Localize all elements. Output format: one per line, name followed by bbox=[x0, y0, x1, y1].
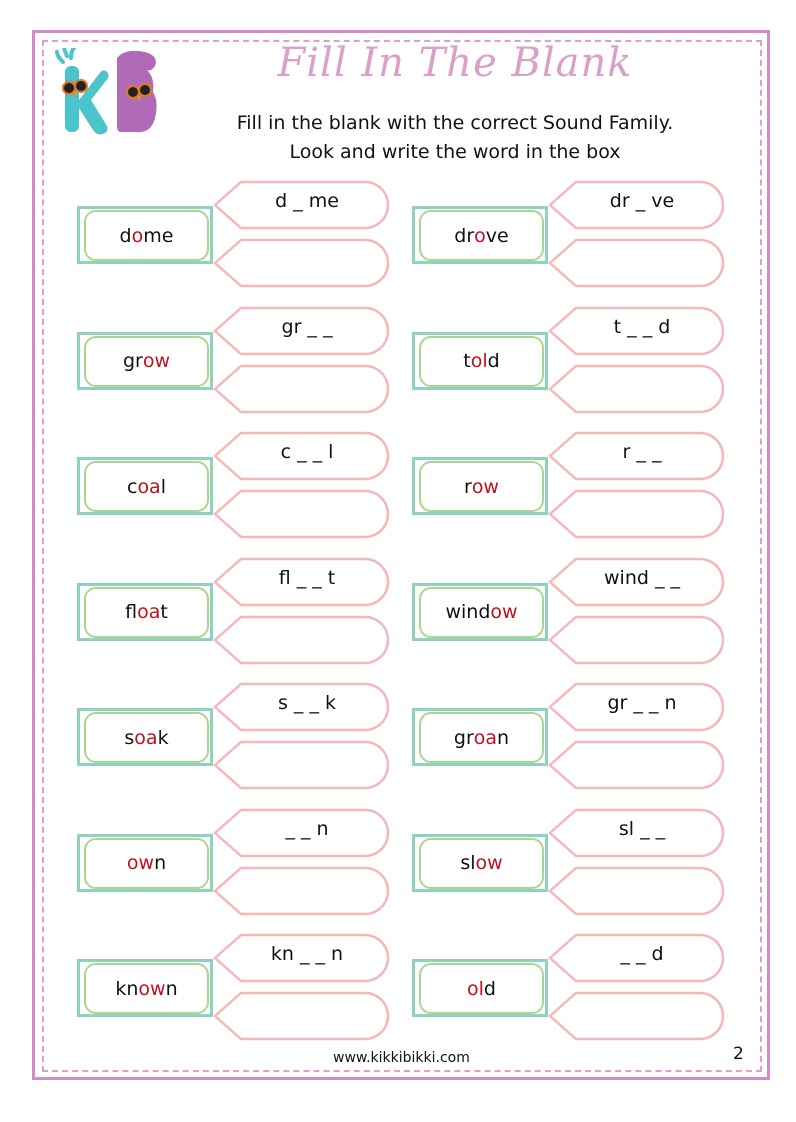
answer-box[interactable] bbox=[548, 238, 726, 288]
tag-shape-icon bbox=[213, 866, 391, 916]
tag-shape-icon bbox=[548, 238, 726, 288]
word-prefix: c bbox=[126, 475, 138, 498]
word-label bbox=[419, 210, 544, 261]
exercise-item bbox=[77, 808, 397, 920]
blank-pattern-text: _ _ d bbox=[620, 943, 664, 965]
sound-family-highlight: oa bbox=[137, 475, 161, 498]
sound-family-highlight: ow bbox=[142, 350, 171, 372]
word-label bbox=[84, 963, 209, 1014]
blank-pattern-tag bbox=[548, 306, 726, 356]
word-suffix: d bbox=[487, 350, 500, 372]
word-card bbox=[412, 457, 548, 515]
word-card bbox=[412, 332, 548, 390]
answer-box[interactable] bbox=[213, 740, 391, 790]
tag-shape-icon bbox=[213, 364, 391, 414]
word-label bbox=[419, 838, 544, 889]
blank-pattern-tag bbox=[548, 431, 726, 481]
sound-family-highlight: ow bbox=[471, 475, 499, 498]
blank-pattern-text: sl _ _ bbox=[618, 817, 666, 840]
blank-pattern-tag bbox=[213, 557, 391, 607]
answer-box[interactable] bbox=[548, 740, 726, 790]
answer-box[interactable] bbox=[548, 615, 726, 665]
tag-shape-icon bbox=[213, 740, 391, 790]
sound-family-highlight: o bbox=[131, 224, 144, 247]
exercise-item bbox=[412, 933, 732, 1045]
sound-family-highlight: ow bbox=[126, 852, 155, 874]
tag-shape-icon bbox=[548, 489, 726, 539]
word-label bbox=[419, 461, 544, 512]
blank-pattern-text: d _ me bbox=[275, 190, 339, 212]
exercise-item bbox=[77, 933, 397, 1045]
blank-pattern-tag bbox=[548, 180, 726, 230]
word-card bbox=[77, 959, 213, 1017]
instruction-line-1: Fill in the blank with the correct Sound Family. bbox=[236, 112, 674, 134]
exercise-item bbox=[412, 808, 732, 920]
word-label bbox=[419, 587, 544, 638]
answer-box[interactable] bbox=[548, 991, 726, 1041]
footer-website-link[interactable]: www.kikkibikki.com bbox=[333, 1050, 470, 1066]
answer-box[interactable] bbox=[213, 991, 391, 1041]
kb-logo-icon bbox=[55, 48, 165, 138]
word-prefix: kn bbox=[115, 977, 139, 1000]
blank-pattern-text: r _ _ bbox=[622, 441, 662, 463]
instruction-line-2: Look and write the word in the box bbox=[289, 141, 621, 163]
blank-pattern-tag bbox=[548, 933, 726, 983]
tag-shape-icon bbox=[213, 991, 391, 1041]
word-label bbox=[84, 838, 209, 889]
word-prefix: gr bbox=[122, 350, 143, 372]
sound-family-highlight: oa bbox=[473, 726, 498, 749]
sound-family-highlight: ow bbox=[138, 977, 166, 1000]
exercise-item bbox=[412, 306, 732, 418]
page-number: 2 bbox=[733, 1044, 744, 1064]
blank-pattern-tag bbox=[213, 808, 391, 858]
blank-pattern-text: wind _ _ bbox=[604, 566, 680, 589]
word-card bbox=[77, 457, 213, 515]
blank-pattern-text: gr _ _ bbox=[281, 315, 333, 338]
exercise-item bbox=[412, 557, 732, 669]
blank-pattern-text: fl _ _ t bbox=[278, 566, 336, 589]
answer-box[interactable] bbox=[213, 866, 391, 916]
word-prefix: wind bbox=[445, 601, 491, 623]
tag-shape-icon bbox=[548, 866, 726, 916]
exercise-item bbox=[412, 180, 732, 292]
tag-shape-icon bbox=[213, 238, 391, 288]
word-label bbox=[419, 336, 544, 387]
sound-family-highlight: ow bbox=[475, 852, 503, 874]
tag-shape-icon bbox=[548, 364, 726, 414]
word-suffix: ve bbox=[485, 224, 509, 247]
word-label bbox=[84, 712, 209, 763]
blank-pattern-tag bbox=[213, 306, 391, 356]
word-prefix: fl bbox=[125, 601, 138, 623]
blank-pattern-tag bbox=[548, 682, 726, 732]
blank-pattern-tag bbox=[213, 682, 391, 732]
answer-box[interactable] bbox=[548, 364, 726, 414]
exercise-item bbox=[77, 557, 397, 669]
word-card bbox=[77, 834, 213, 892]
answer-box[interactable] bbox=[213, 489, 391, 539]
word-card bbox=[412, 583, 548, 641]
page-title: Fill In The Blank bbox=[277, 40, 633, 86]
word-card bbox=[412, 708, 548, 766]
word-suffix: n bbox=[497, 726, 510, 749]
sound-family-highlight: ol bbox=[470, 350, 488, 372]
exercise-item bbox=[412, 682, 732, 794]
answer-box[interactable] bbox=[213, 364, 391, 414]
answer-box[interactable] bbox=[213, 615, 391, 665]
exercise-item bbox=[77, 306, 397, 418]
word-suffix: n bbox=[154, 852, 167, 874]
blank-pattern-text: kn _ _ n bbox=[270, 943, 344, 965]
word-prefix: t bbox=[463, 350, 471, 372]
blank-pattern-text: _ _ n bbox=[285, 817, 329, 840]
sound-family-highlight: o bbox=[474, 224, 486, 247]
word-prefix: gr bbox=[453, 726, 474, 749]
blank-pattern-text: t _ _ d bbox=[613, 315, 671, 338]
word-prefix: sl bbox=[460, 852, 476, 874]
blank-pattern-tag bbox=[213, 180, 391, 230]
word-suffix: k bbox=[157, 726, 169, 749]
sound-family-highlight: ow bbox=[490, 601, 518, 623]
tag-shape-icon bbox=[548, 740, 726, 790]
blank-pattern-tag bbox=[213, 431, 391, 481]
word-prefix: s bbox=[124, 726, 135, 749]
word-label bbox=[84, 336, 209, 387]
word-card bbox=[77, 206, 213, 264]
word-suffix: n bbox=[165, 977, 178, 1000]
word-label bbox=[84, 461, 209, 512]
blank-pattern-text: dr _ ve bbox=[609, 190, 675, 212]
word-prefix: dr bbox=[454, 224, 475, 247]
word-label bbox=[84, 210, 209, 261]
blank-pattern-tag bbox=[213, 933, 391, 983]
sound-family-highlight: ol bbox=[467, 977, 484, 1000]
sound-family-highlight: oa bbox=[137, 601, 161, 623]
word-suffix: l bbox=[160, 475, 166, 498]
word-card bbox=[412, 959, 548, 1017]
tag-shape-icon bbox=[548, 991, 726, 1041]
answer-box[interactable] bbox=[548, 489, 726, 539]
answer-box[interactable] bbox=[213, 238, 391, 288]
word-suffix: me bbox=[143, 224, 174, 247]
word-card bbox=[77, 332, 213, 390]
tag-shape-icon bbox=[213, 615, 391, 665]
exercise-item bbox=[77, 431, 397, 543]
word-card bbox=[77, 583, 213, 641]
word-suffix: d bbox=[483, 977, 496, 1000]
exercise-item bbox=[412, 431, 732, 543]
blank-pattern-text: c _ _ l bbox=[280, 441, 334, 463]
tag-shape-icon bbox=[548, 615, 726, 665]
answer-box[interactable] bbox=[548, 866, 726, 916]
tag-shape-icon bbox=[213, 489, 391, 539]
exercise-item bbox=[77, 682, 397, 794]
word-card bbox=[412, 206, 548, 264]
exercise-item bbox=[77, 180, 397, 292]
blank-pattern-text: s _ _ k bbox=[277, 692, 337, 714]
sound-family-highlight: oa bbox=[134, 726, 158, 749]
word-prefix: d bbox=[119, 224, 132, 247]
blank-pattern-tag bbox=[548, 808, 726, 858]
word-card bbox=[77, 708, 213, 766]
blank-pattern-text: gr _ _ n bbox=[607, 692, 677, 714]
word-prefix: r bbox=[464, 475, 472, 498]
blank-pattern-tag bbox=[548, 557, 726, 607]
word-label bbox=[419, 712, 544, 763]
word-suffix: t bbox=[160, 601, 168, 623]
word-label bbox=[84, 587, 209, 638]
word-card bbox=[412, 834, 548, 892]
word-label bbox=[419, 963, 544, 1014]
